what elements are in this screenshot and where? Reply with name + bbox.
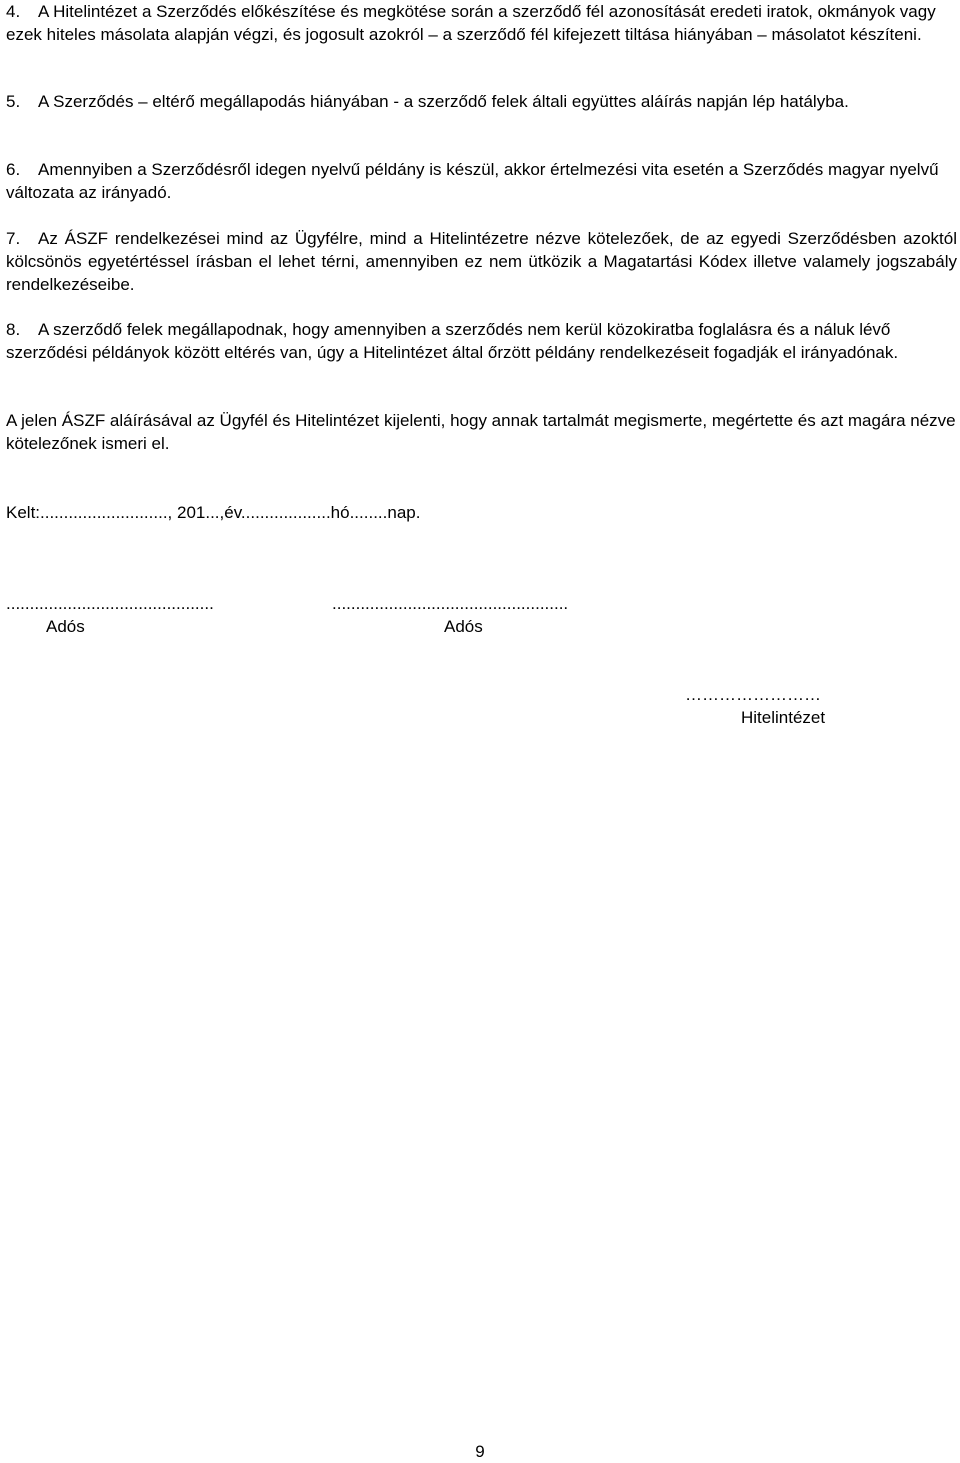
clause-text: A szerződő felek megállapodnak, hogy amennyiben a szerződés nem kerül közokiratba foglalásra és a náluk lévő szerződési példányok között eltérés van, úgy a Hitelintézet által őrzött példány rendelkezéseit fogadják el irányadónak. xyxy=(6,320,899,362)
clause-8 xyxy=(6,318,957,364)
clause-text: Az ÁSZF rendelkezései mind az Ügyfélre, mind a Hitelintézetre nézve kötelezőek, de az egyedi Szerződésben azoktól kölcsönös egyetértéssel írásban el lehet térni, amennyiben ez nem ütközik a Magatartási Kódex illetve valamely jogszabály rendelkezéseibe. xyxy=(6,229,957,294)
page-number: 9 xyxy=(475,1442,485,1461)
clause-text: Amennyiben a Szerződésről idegen nyelvű példány is készül, akkor értelmezési vita esetén a Szerződés magyar nyelvű változata az irányadó. xyxy=(6,160,939,202)
clause-5 xyxy=(6,90,957,113)
date-line: Kelt:..........................., 201...,év...................hó........nap. xyxy=(6,503,421,522)
clause-number: 7. xyxy=(6,229,21,248)
clause-7 xyxy=(6,227,957,296)
debtor1-signature-label: Adós xyxy=(46,617,85,636)
clause-text: A Hitelintézet a Szerződés előkészítése és megkötése során a szerződő fél azonosítását eredeti iratok, okmányok vagy ezek hiteles másolata alapján végzi, és jogosult azokról – a szerződő fél kifejezett tiltása hiányában – másolatot készíteni. xyxy=(6,2,936,44)
clause-number: 4. xyxy=(6,2,21,21)
clause-4 xyxy=(6,0,957,46)
clause-number: 8. xyxy=(6,320,21,339)
clause-6 xyxy=(6,158,957,204)
debtor2-signature-line: .................................................. xyxy=(332,594,569,613)
closing-statement: A jelen ÁSZF aláírásával az Ügyfél és Hitelintézet kijelenti, hogy annak tartalmát megismerte, megértette és azt magára nézve kötelezőnek ismeri el. xyxy=(6,411,956,453)
debtor2-signature-label: Adós xyxy=(444,617,483,636)
debtor1-signature-line: ............................................ xyxy=(6,594,214,613)
bank-signature-line: …………………… xyxy=(685,685,821,704)
bank-signature-label: Hitelintézet xyxy=(741,708,826,727)
clause-text: A Szerződés – eltérő megállapodás hiányában - a szerződő felek általi együttes aláírás napján lép hatályba. xyxy=(38,92,849,111)
clause-number: 6. xyxy=(6,160,21,179)
clause-number: 5. xyxy=(6,92,21,111)
